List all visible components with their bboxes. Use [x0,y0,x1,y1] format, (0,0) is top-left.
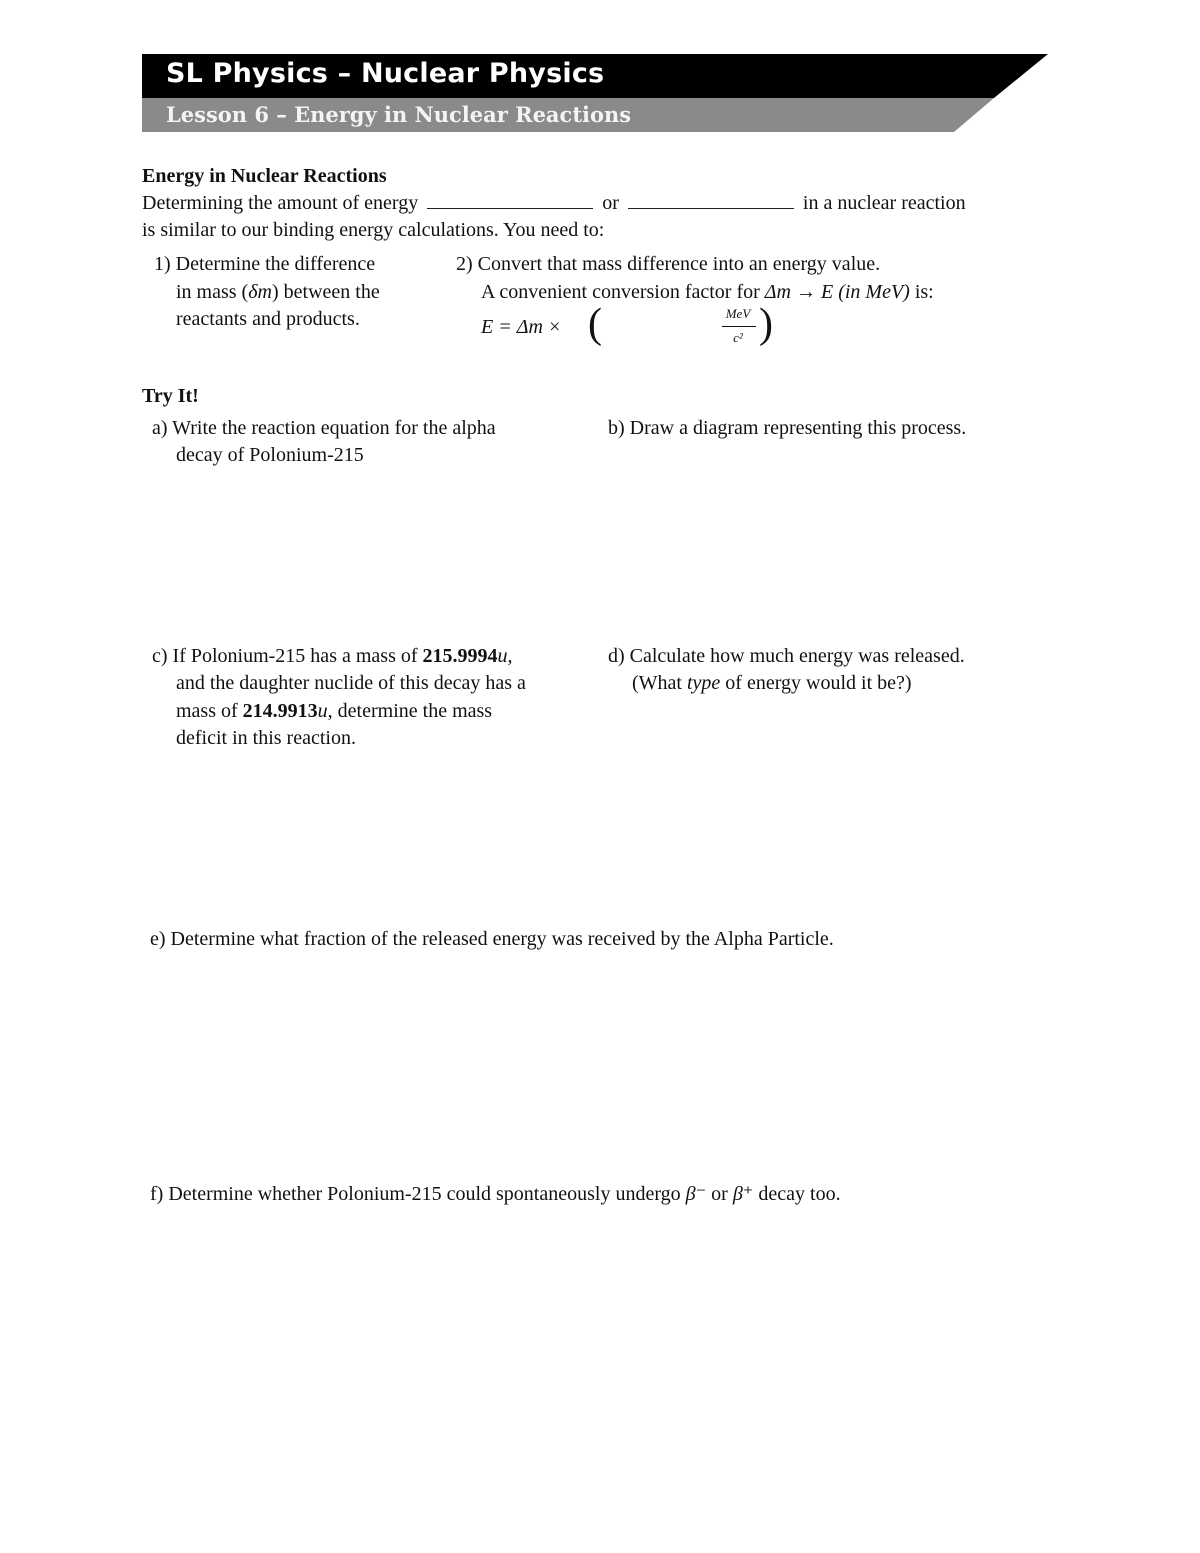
step2-line2: A convenient conversion factor for Δm → E (in MeV) is: [481,281,934,303]
intro-text-2: in a nuclear reaction [802,192,966,214]
question-c-line2: and the daughter nuclide of this decay has a [176,672,526,694]
daughter-mass: 214.9913 [242,700,318,722]
question-c-line1: c) If Polonium-215 has a mass of 215.9994u, [152,645,513,667]
formula-close-paren: ) [759,301,773,347]
tryit-heading: Try It! [142,385,199,407]
formula-denominator: c² [733,330,743,345]
delta-m-symbol: δm [248,281,272,303]
question-b-line1: b) Draw a diagram representing this process. [608,417,967,439]
answer-blank-2[interactable] [628,190,794,209]
question-a-line2: decay of Polonium-215 [176,444,364,466]
conversion-math: Δm → E (in MeV) [764,281,910,303]
formula-lhs: E = Δm × [481,316,562,338]
section-heading: Energy in Nuclear Reactions [142,165,387,187]
polonium-mass: 215.9994 [422,645,498,667]
page-title: SL Physics – Nuclear Physics [166,58,605,89]
intro-line-2: is similar to our binding energy calculations. You need to: [142,219,605,241]
question-e-line1: e) Determine what fraction of the released energy was received by the Alpha Particle. [150,928,834,950]
beta-plus-symbol: β⁺ [732,1183,754,1205]
lesson-subtitle: Lesson 6 – Energy in Nuclear Reactions [166,102,632,127]
question-a-line1: a) Write the reaction equation for the alpha [152,417,496,439]
step1-line1: 1) Determine the difference [154,253,376,275]
header-banner [142,54,1048,134]
beta-minus-symbol: β⁻ [685,1183,707,1205]
question-f-line1: f) Determine whether Polonium-215 could spontaneously undergo β⁻ or β⁺ decay too. [150,1183,841,1205]
question-d-line1: d) Calculate how much energy was released. [608,645,965,667]
answer-blank-1[interactable] [427,190,593,209]
step2-line1: 2) Convert that mass difference into an energy value. [456,253,881,275]
question-c-line4: deficit in this reaction. [176,727,356,749]
formula-numerator: MeV [725,306,751,321]
step1-line2: in mass (δm) between the [176,281,380,303]
question-d-line2: (What type of energy would it be?) [632,672,912,694]
intro-line-1 [142,189,966,217]
step1-line3: reactants and products. [176,308,360,330]
fraction-bar [722,326,756,327]
question-c-line3: mass of 214.9913u, determine the mass [176,700,493,722]
intro-text-1: Determining the amount of energy [142,192,419,214]
intro-or: or [602,192,619,214]
formula-open-paren: ( [588,301,602,347]
